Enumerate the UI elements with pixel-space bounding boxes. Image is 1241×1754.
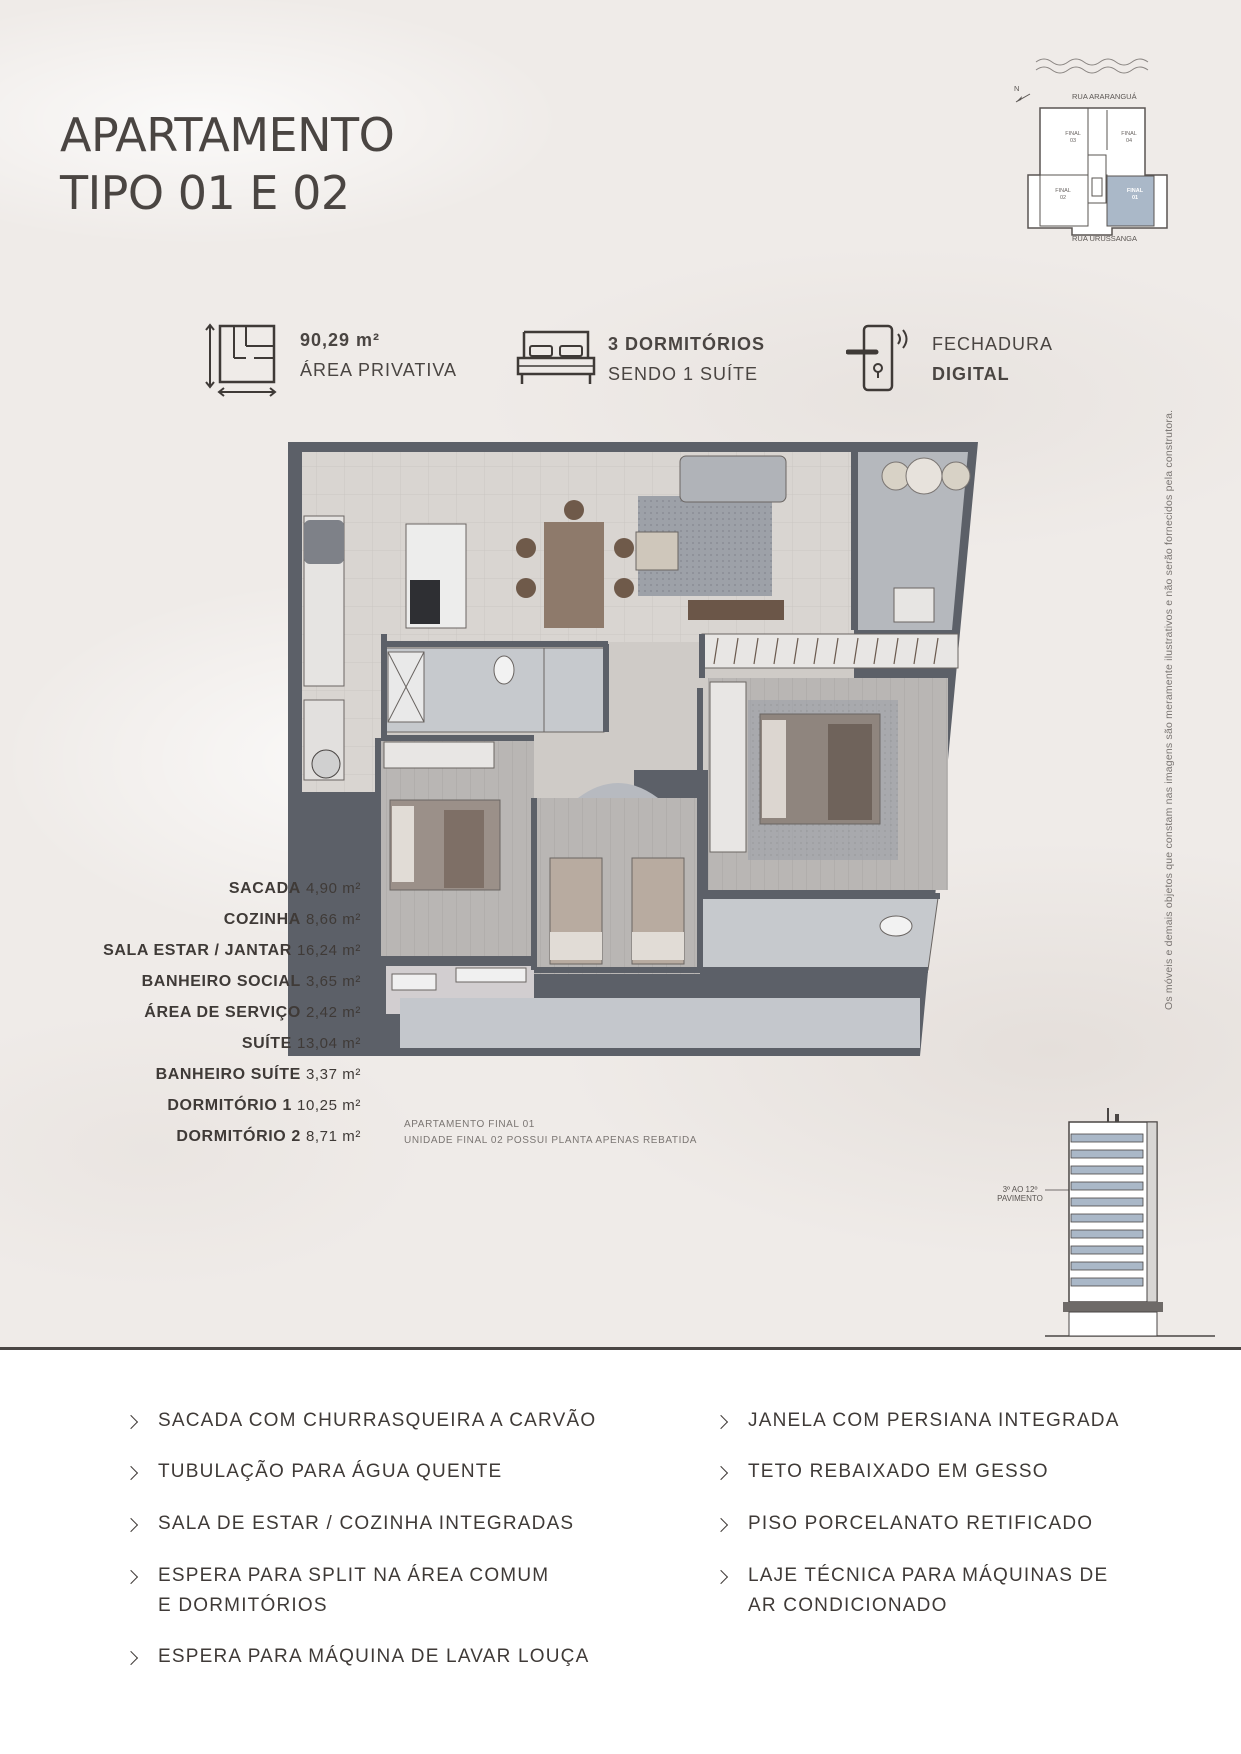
feature-lock-label: DIGITAL — [932, 364, 1010, 384]
area-value: 8,71 m² — [305, 1128, 361, 1145]
area-name: SALA ESTAR / JANTAR — [103, 942, 292, 959]
area-name: BANHEIRO SUÍTE — [155, 1066, 301, 1083]
feature-bullet: ESPERA PARA MÁQUINA DE LAVAR LOUÇA — [158, 1646, 590, 1667]
feature-area-label: ÁREA PRIVATIVA — [300, 360, 458, 380]
area-value: 10,25 m² — [297, 1097, 361, 1114]
feature-bullet: ESPERA PARA SPLIT NA ÁREA COMUM E DORMITÓRIOS — [158, 1565, 550, 1616]
wardrobe-strip — [702, 634, 958, 668]
feature-bullet: SACADA COM CHURRASQUEIRA A CARVÃO — [158, 1410, 597, 1431]
title-line-2: TIPO 01 E 02 — [60, 166, 350, 220]
bed-icon — [516, 328, 596, 392]
digital-lock-icon — [846, 324, 916, 396]
building-floor-label: 3º AO 12º PAVIMENTO — [997, 1185, 1043, 1203]
key-plan — [1012, 50, 1182, 250]
keyplan-street-top: RUA ARARANGUÁ — [1072, 92, 1137, 101]
area-value: 13,04 m² — [297, 1035, 361, 1052]
area-name: ÁREA DE SERVIÇO — [144, 1004, 301, 1021]
keyplan-unit-02: FINAL 02 — [1055, 188, 1071, 201]
floor-plan — [288, 438, 988, 1080]
area-value: 4,90 m² — [305, 880, 361, 897]
feature-bullet: TETO REBAIXADO EM GESSO — [748, 1461, 1049, 1482]
area-value: 2,42 m² — [305, 1004, 361, 1021]
feature-lock — [846, 324, 1054, 401]
tv-rack — [688, 600, 784, 620]
area-name: SUÍTE — [241, 1035, 292, 1052]
area-name: DORMITÓRIO 2 — [176, 1128, 301, 1145]
plan-note-line-2: UNIDADE FINAL 02 POSSUI PLANTA APENAS REBATIDA — [404, 1135, 698, 1146]
keyplan-unit-01: FINAL 01 — [1126, 188, 1144, 201]
keyplan-street-bottom: RUA URUSSANGA — [1072, 234, 1138, 243]
feature-lock-value: FECHADURA — [932, 334, 1054, 354]
feature-area-value: 90,29 m² — [300, 330, 381, 350]
area-value: 8,66 m² — [305, 911, 361, 928]
area-name: DORMITÓRIO 1 — [167, 1097, 292, 1114]
feature-bullet: SALA DE ESTAR / COZINHA INTEGRADAS — [158, 1513, 575, 1534]
bottom-balcony-strip — [400, 998, 920, 1048]
area-value: 16,24 m² — [297, 942, 361, 959]
building-elevation-icon — [1045, 1100, 1225, 1340]
area-row — [167, 1097, 361, 1115]
area-row — [144, 1004, 361, 1022]
disclaimer-text: Os móveis e demais objetos que constam nas imagens são meramente ilustrativos e não serão fornecidos pela construtora. — [1163, 409, 1175, 1010]
area-row — [176, 1128, 361, 1146]
feature-bullet: TUBULAÇÃO PARA ÁGUA QUENTE — [158, 1461, 503, 1482]
sofa — [680, 456, 786, 502]
dining-table — [544, 522, 604, 628]
area-name: SACADA — [228, 880, 301, 897]
page-title — [60, 106, 394, 222]
area-value: 3,37 m² — [305, 1066, 361, 1083]
area-row — [242, 1035, 361, 1053]
title-line-1: APARTAMENTO — [60, 108, 395, 162]
feature-bedrooms-label: SENDO 1 SUÍTE — [608, 364, 759, 384]
feature-bedrooms-value: 3 DORMITÓRIOS — [608, 334, 766, 354]
keyplan-unit-03: FINAL 03 — [1065, 131, 1081, 144]
area-value: 3,65 m² — [305, 973, 361, 990]
area-row — [229, 880, 361, 898]
feature-bullet: JANELA COM PERSIANA INTEGRADA — [748, 1410, 1120, 1431]
area-row — [224, 911, 361, 929]
disclaimer-note — [1163, 360, 1173, 1010]
floor-area-icon — [204, 322, 280, 398]
keyplan-unit-04: FINAL 04 — [1121, 131, 1137, 144]
keyplan-north: N — [1014, 84, 1020, 93]
area-row — [103, 942, 361, 960]
feature-bullet: PISO PORCELANATO RETIFICADO — [748, 1513, 1094, 1534]
area-name: BANHEIRO SOCIAL — [141, 973, 301, 990]
area-row — [156, 1066, 361, 1084]
feature-area — [204, 322, 458, 403]
key-plan-drawing — [1012, 50, 1182, 250]
area-name: COZINHA — [223, 911, 301, 928]
plan-note-line-1: APARTAMENTO FINAL 01 — [404, 1119, 535, 1130]
feature-bullet: LAJE TÉCNICA PARA MÁQUINAS DE AR CONDICIONADO — [748, 1565, 1109, 1616]
area-row — [142, 973, 361, 991]
feature-bedrooms — [516, 328, 766, 397]
